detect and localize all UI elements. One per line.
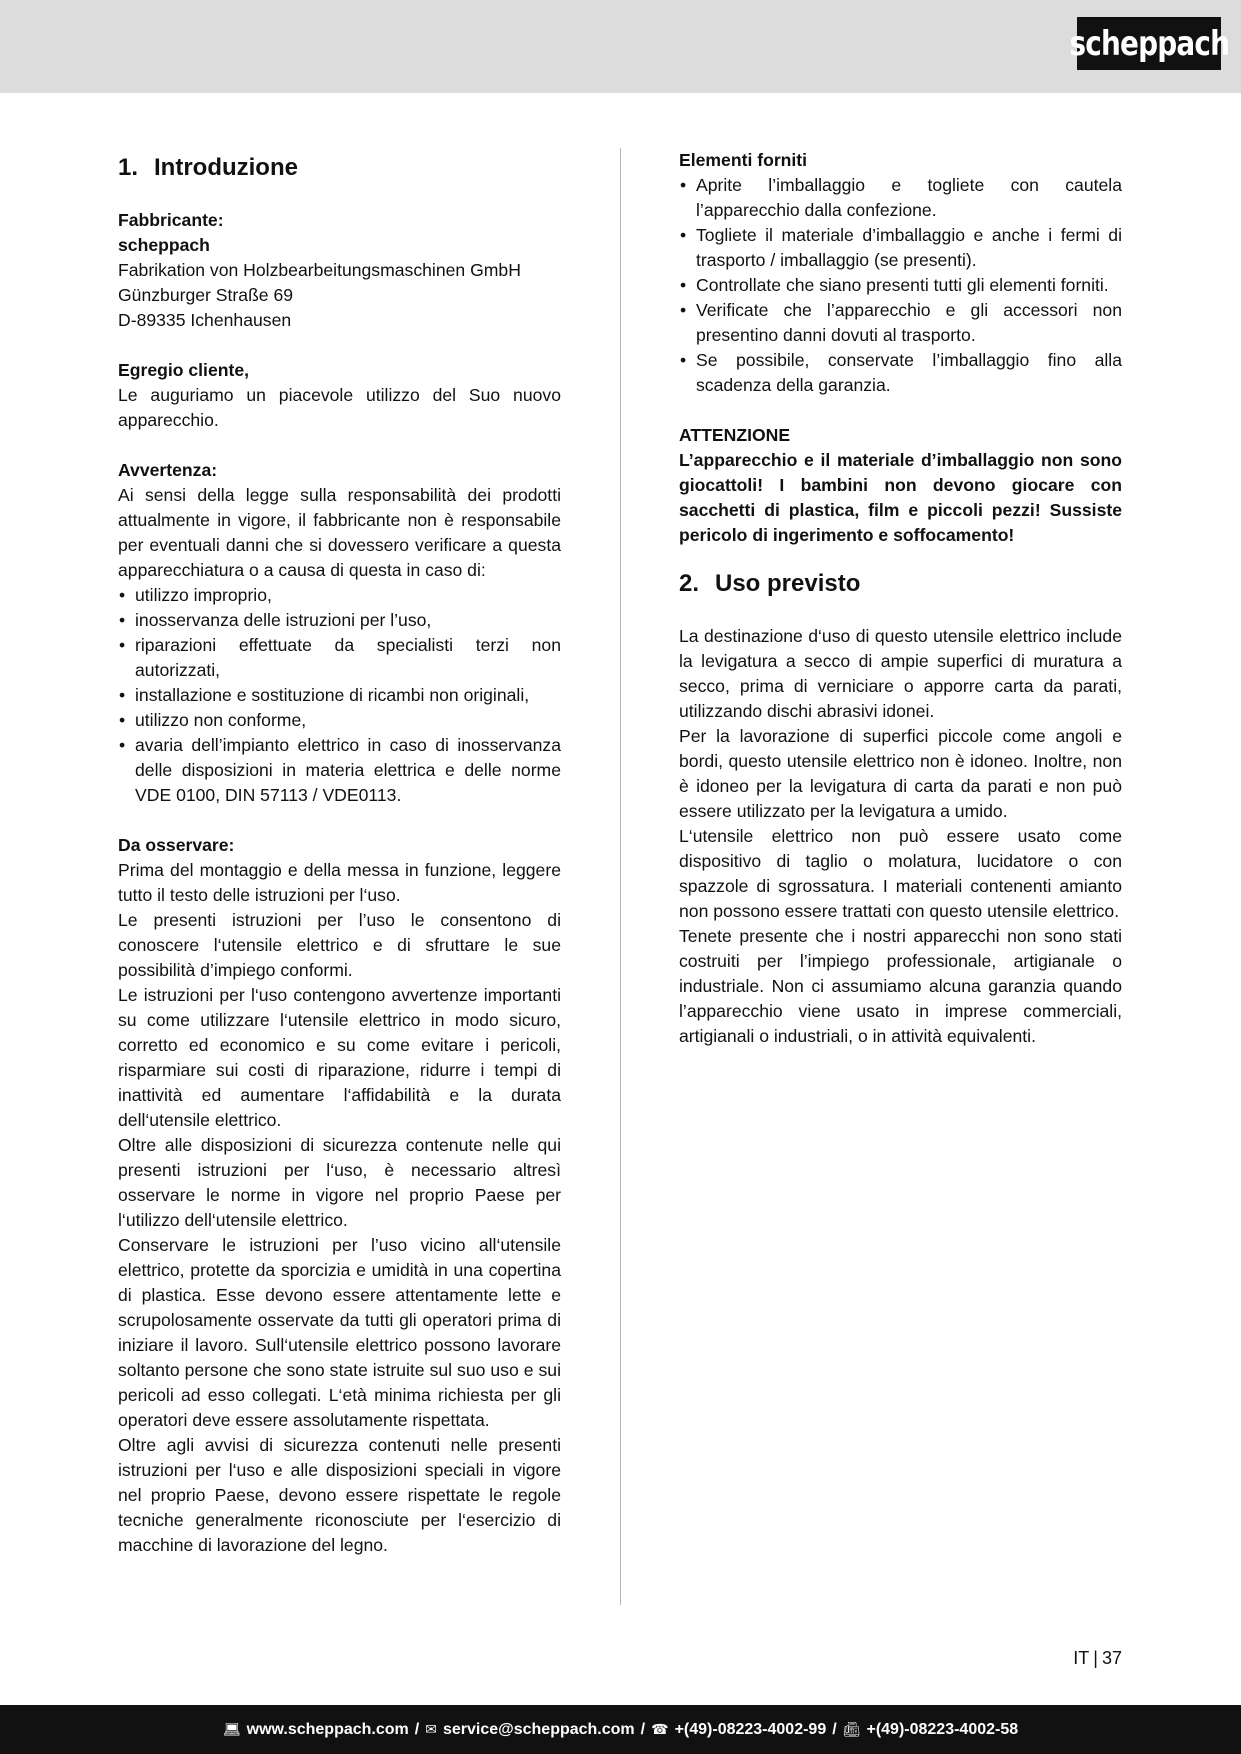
footer-fax: +(49)-08223-4002-58 [866, 1720, 1019, 1738]
section-2-heading [679, 569, 1122, 599]
logo-text: scheppach [1069, 23, 1229, 64]
warning-heading: Avvertenza: [118, 460, 218, 480]
footer-separator: / [832, 1720, 837, 1738]
list-item: • utilizzo improprio, [118, 583, 561, 608]
page-number [1060, 1646, 1122, 1671]
left-column [118, 148, 561, 1558]
section-1-heading [118, 153, 561, 183]
right-column [679, 148, 1122, 1049]
manufacturer-line: Fabrikation von Holzbearbeitungsmaschinen GmbH [118, 260, 521, 280]
intended-use-paragraph: Tenete presente che i nostri apparecchi non sono stati costruiti per l’impiego professionale, artigianale o industriale. Non ci assumiamo alcuna garanzia quando l’apparecchio viene usato in imprese commerciali, artigianali o industriali, o in attività equivalenti. [679, 926, 1122, 1046]
page-lang: IT [1073, 1648, 1090, 1668]
observe-paragraph: Le presenti istruzioni per l’uso le consentono di conoscere l‘utensile elettrico e di sfruttare le sue possibilità d’impiego conformi. [118, 910, 561, 980]
manufacturer-line: Günzburger Straße 69 [118, 285, 294, 305]
manufacturer-heading: Fabbricante: [118, 210, 224, 230]
observe-paragraph: Oltre alle disposizioni di sicurezza contenute nelle qui presenti istruzioni per l‘uso, è necessario altresì osservare le norme in vigore nel proprio Paese per l‘utilizzo dell‘utensile elettrico. [118, 1135, 561, 1230]
brand-logo [1069, 17, 1229, 70]
footer-bar [0, 1705, 1241, 1754]
list-item: • riparazioni effettuate da specialisti terzi non autorizzati, [118, 633, 561, 683]
footer-separator: / [414, 1720, 420, 1738]
manufacturer-name: scheppach [118, 235, 210, 255]
section-2-number: 2. [679, 570, 700, 597]
supplied-list [679, 173, 1122, 398]
list-item: • inosservanza delle istruzioni per l’uso, [118, 608, 561, 633]
customer-heading: Egregio cliente, [118, 360, 250, 380]
section-1-number: 1. [118, 154, 139, 181]
phone-icon: ☎︎ [651, 1721, 669, 1737]
footer-separator: / [640, 1720, 646, 1738]
observe-paragraph: Oltre agli avvisi di sicurezza contenuti nelle presenti istruzioni per l‘uso e alle disposizioni speciali in vigore nel proprio Paese, devono essere rispettate le regole tecniche generalmente riconosciute per l‘esercizio di macchine di lavorazione del legno. [118, 1435, 561, 1555]
supplied-heading: Elementi forniti [679, 150, 808, 170]
list-item: • utilizzo non conforme, [118, 708, 561, 733]
footer-email: service@scheppach.com [442, 1720, 635, 1738]
section-1-title: Introduzione [154, 154, 298, 181]
intended-use-paragraph: L‘utensile elettrico non può essere usato come dispositivo di taglio o molatura, lucidatore o con spazzole di sgrossatura. I materiali contenenti amianto non possono essere trattati con questo utensile elettrico. [679, 826, 1122, 921]
customer-text: Le auguriamo un piacevole utilizzo del Suo nuovo apparecchio. [118, 385, 561, 430]
list-item: • avaria dell’impianto elettrico in caso di inosservanza delle disposizioni in materia elettrica e delle norme VDE 0100, DIN 57113 / VDE0113. [118, 733, 561, 808]
laptop-icon: 💻︎ [222, 1721, 241, 1737]
page-number-value: 37 [1101, 1648, 1122, 1668]
intended-use-paragraph: La destinazione d‘uso di questo utensile elettrico include la levigatura a secco di ampie superfici di muratura a secco, prima di verniciare o apporre carta da parati, utilizzando dischi abrasivi idonei. [679, 626, 1122, 721]
page-separator: | [1093, 1648, 1098, 1668]
warning-list [118, 583, 561, 808]
list-item: • Se possibile, conservate l’imballaggio fino alla scadenza della garanzia. [679, 348, 1122, 398]
warning-text: Ai sensi della legge sulla responsabilità dei prodotti attualmente in vigore, il fabbricante non è responsabile per eventuali danni che si dovessero verificare a questa apparecchiatura o a causa di questa in caso di: [118, 485, 561, 580]
intended-use-paragraph: Per la lavorazione di superfici piccole come angoli e bordi, questo utensile elettrico non è idoneo. Inoltre, non è idoneo per la levigatura di carta da parati e non può essere utilizzato per la levigatura a umido. [679, 726, 1122, 821]
email-icon: ✉︎ [425, 1721, 437, 1737]
observe-paragraph: Prima del montaggio e della messa in funzione, leggere tutto il testo delle istruzioni per l‘uso. [118, 860, 561, 905]
list-item: • Togliete il materiale d’imballaggio e anche i fermi di trasporto / imballaggio (se presenti). [679, 223, 1122, 273]
observe-paragraph: Le istruzioni per l‘uso contengono avvertenze importanti su come utilizzare l‘utensile elettrico in modo sicuro, corretto ed economico e su come evitare i pericoli, risparmiare sui costi di riparazione, ridurre i tempi di inattività ed aumentare l‘affidabilità e la durata dell‘utensile elettrico. [118, 985, 561, 1130]
footer-website: www.scheppach.com [246, 1720, 409, 1738]
observe-heading: Da osservare: [118, 835, 235, 855]
list-item: • Controllate che siano presenti tutti gli elementi forniti. [679, 273, 1122, 298]
footer-phone: +(49)-08223-4002-99 [674, 1720, 827, 1738]
manufacturer-line: D-89335 Ichenhausen [118, 310, 292, 330]
list-item: • installazione e sostituzione di ricambi non originali, [118, 683, 561, 708]
attention-text: L’apparecchio e il materiale d’imballaggio non sono giocattoli! I bambini non devono giocare con sacchetti di plastica, film e piccoli pezzi! Sussiste pericolo di ingerimento e soffocamento! [679, 450, 1122, 545]
attention-heading: ATTENZIONE [679, 425, 791, 445]
header-band [0, 0, 1241, 93]
observe-paragraph: Conservare le istruzioni per l’uso vicino all‘utensile elettrico, protette da sporcizia e umidità in una copertina di plastica. Esse devono essere attentamente lette e scrupolosamente osservate da tutti gli operatori prima di iniziare il lavoro. Sull‘utensile elettrico possono lavorare soltanto persone che sono state istruite sul suo uso e sui pericoli ad esso collegati. L‘età minima richiesta per gli operatori deve essere assolutamente rispettata. [118, 1235, 561, 1430]
fax-icon: 📠︎ [842, 1721, 861, 1737]
list-item: • Verificate che l’apparecchio e gli accessori non presentino danni dovuti al trasporto. [679, 298, 1122, 348]
column-divider [620, 148, 621, 1605]
list-item: • Aprite l’imballaggio e togliete con cautela l’apparecchio dalla confezione. [679, 173, 1122, 223]
section-2-title: Uso previsto [715, 570, 861, 597]
